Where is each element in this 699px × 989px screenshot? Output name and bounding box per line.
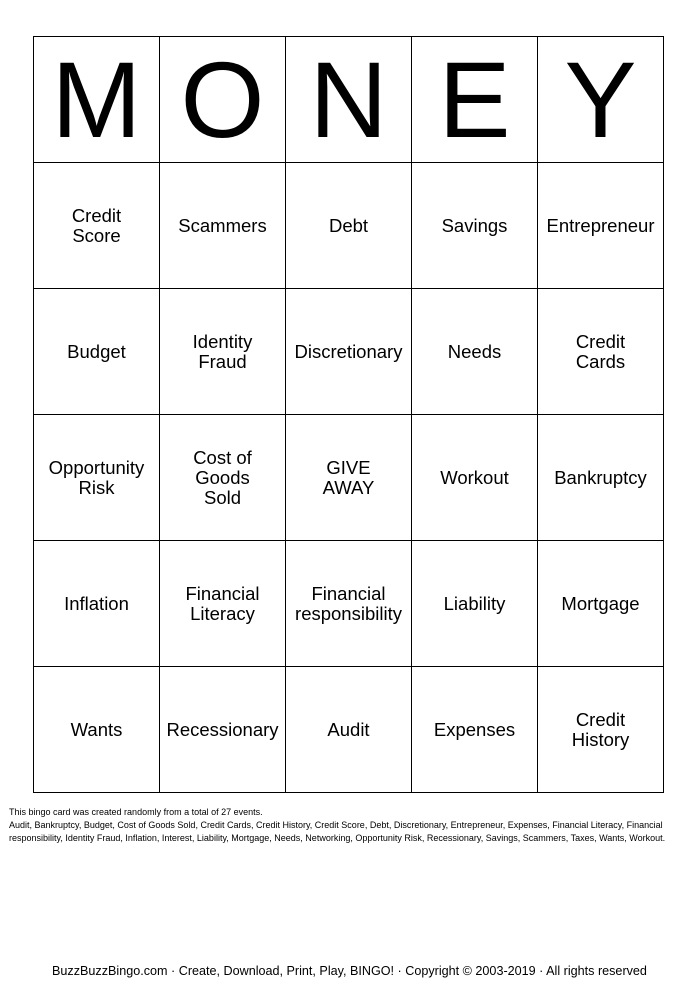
card-cell: [34, 667, 160, 793]
cell-label: Wants: [70, 718, 123, 740]
card-cell: [538, 667, 664, 793]
card-cell: [412, 289, 538, 415]
cell-label: Identity Fraud: [192, 330, 253, 372]
cell-label: GIVE AWAY: [322, 456, 375, 498]
cell-label: Entrepreneur: [546, 214, 655, 236]
card-info: [9, 806, 677, 846]
card-cell: [538, 163, 664, 289]
card-row-3: [34, 415, 664, 541]
bingo-card: [33, 36, 664, 793]
cell-label: Financial Literacy: [185, 582, 260, 624]
cell-label: Debt: [328, 214, 369, 236]
card-row-4: [34, 541, 664, 667]
cell-label: Recessionary: [166, 718, 279, 740]
cell-label: Inflation: [64, 592, 129, 614]
cell-label: Budget: [67, 340, 126, 362]
card-cell: [160, 163, 286, 289]
card-cell: [412, 541, 538, 667]
card-cell: [538, 289, 664, 415]
card-cell: [286, 667, 412, 793]
cell-label: Mortgage: [561, 592, 640, 614]
cell-label: Financial responsibility: [295, 582, 402, 624]
header-letter-e: E: [412, 37, 538, 163]
card-cell: [286, 289, 412, 415]
card-cell: [160, 289, 286, 415]
cell-label: Savings: [441, 214, 508, 236]
card-cell: [34, 163, 160, 289]
cell-label: Needs: [447, 340, 502, 362]
header-letter-n: N: [286, 37, 412, 163]
header-row: [34, 37, 664, 163]
card-cell: [34, 415, 160, 541]
card-events-list: Audit, Bankruptcy, Budget, Cost of Goods Sold, Credit Cards, Credit History, Credit Score, Debt, Discretionary, Entrepreneur, Expenses, Financial Literacy, Financial responsibility, Identity Fraud, Inflation, Interest, Liability, Mortgage, Needs, Networking, Opportunity Risk, Recessionary, Savings, Scammers, Taxes, Wants, Workout.: [9, 820, 666, 844]
page-footer: BuzzBuzzBingo.com · Create, Download, Print, Play, BINGO! · Copyright © 2003-2019 · All rights reserved: [52, 964, 647, 978]
card-cell: [160, 415, 286, 541]
card-cell: [286, 541, 412, 667]
card-cell: [412, 667, 538, 793]
card-cell: [538, 415, 664, 541]
cell-label: Discretionary: [294, 340, 403, 362]
card-created-note: This bingo card was created randomly from a total of 27 events.: [9, 807, 263, 817]
cell-label: Credit Cards: [575, 330, 626, 372]
card-cell: [160, 667, 286, 793]
card-row-5: [34, 667, 664, 793]
cell-label: Cost of Goods Sold: [193, 446, 252, 508]
card-cell: [538, 541, 664, 667]
cell-label: Audit: [327, 718, 370, 740]
cell-label: Credit Score: [71, 204, 122, 246]
header-letter-y: Y: [538, 37, 664, 163]
cell-label: Opportunity Risk: [48, 456, 145, 498]
card-row-1: [34, 163, 664, 289]
card-cell: [412, 163, 538, 289]
card-cell: [286, 415, 412, 541]
header-letter-m: M: [34, 37, 160, 163]
card-cell: [34, 289, 160, 415]
card-row-2: [34, 289, 664, 415]
cell-label: Scammers: [178, 214, 267, 236]
cell-label: Bankruptcy: [554, 466, 647, 488]
cell-label: Expenses: [433, 718, 516, 740]
card-cell: [412, 415, 538, 541]
card-cell: [160, 541, 286, 667]
card-cell: [286, 163, 412, 289]
cell-label: Liability: [443, 592, 506, 614]
cell-label: Credit History: [571, 708, 630, 750]
cell-label: Workout: [440, 466, 509, 488]
header-letter-o: O: [160, 37, 286, 163]
card-cell: [34, 541, 160, 667]
